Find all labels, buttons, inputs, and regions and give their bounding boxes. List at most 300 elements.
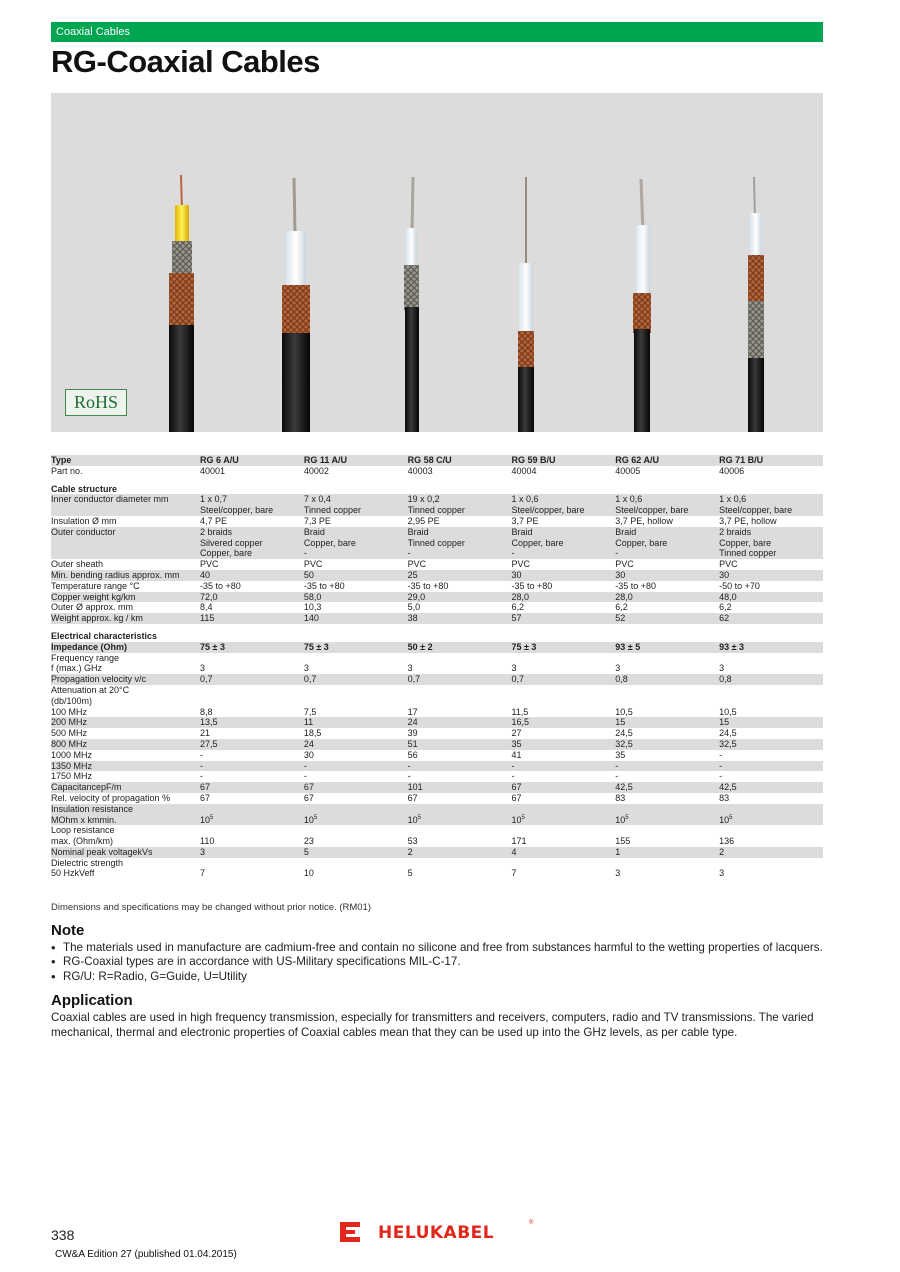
- cell-line: [511, 642, 615, 653]
- cell-value: [511, 592, 615, 603]
- cell-text: 7,5: [303, 706, 317, 717]
- section-title: Cable structure: [51, 483, 118, 494]
- cell-value: [615, 717, 719, 728]
- cell-text: 27,5: [200, 738, 218, 749]
- row-label-line: 800 MHz: [51, 738, 88, 749]
- cell-line: [511, 548, 615, 559]
- cell-text: -: [719, 771, 723, 782]
- cell-value: [511, 466, 615, 477]
- edition-info: CW&A Edition 27 (published 01.04.2015): [55, 1249, 237, 1260]
- cell-line: [200, 782, 304, 793]
- cell-value: [200, 674, 304, 685]
- cell-line: [719, 538, 823, 549]
- table-row: [51, 570, 823, 581]
- cell-text: 93 ± 5: [615, 641, 641, 652]
- cell-line: [200, 717, 304, 728]
- cell-value: [200, 739, 304, 750]
- cell-line: [200, 527, 304, 538]
- row-label: [51, 804, 200, 826]
- cell-line: [615, 494, 719, 505]
- cell-text: 30: [511, 569, 522, 580]
- cell-value: [408, 466, 512, 477]
- cell-value: [200, 581, 304, 592]
- cell-value: [304, 494, 408, 516]
- cell-line: [615, 602, 719, 613]
- cell-text: PVC: [615, 559, 634, 570]
- cell-text: 101: [407, 782, 423, 793]
- cell-value: [408, 793, 512, 804]
- page-title: RG-Coaxial Cables: [51, 44, 320, 79]
- cell-line: [408, 782, 512, 793]
- cell-line: [615, 815, 719, 826]
- cell-value: [408, 685, 512, 717]
- cell-line: [200, 642, 304, 653]
- row-label: [51, 613, 200, 624]
- cell-text: 75 ± 3: [200, 641, 225, 652]
- cell-text: -35 to +80: [407, 580, 449, 591]
- cell-line: [304, 527, 408, 538]
- cell-text: 40002: [303, 465, 329, 476]
- row-label: [51, 728, 200, 739]
- row-label-line: 500 MHz: [51, 728, 88, 739]
- cell-value: [200, 570, 304, 581]
- section-header-bar: [51, 22, 823, 42]
- cell-value: [304, 750, 408, 761]
- cell-value: [408, 592, 512, 603]
- table-row: [51, 494, 823, 516]
- cell-value: [304, 804, 408, 826]
- cell-line: [408, 793, 512, 804]
- cell-line: [304, 750, 408, 761]
- table-row: [51, 825, 823, 847]
- row-label-line: f (max.) GHz: [51, 663, 102, 674]
- cell-line: [511, 663, 615, 674]
- cell-line: [304, 505, 408, 516]
- cell-text: 25: [407, 569, 418, 580]
- cell-text: 10,3: [303, 602, 322, 613]
- cell-text: 115: [200, 613, 215, 624]
- cell-text: 53: [407, 836, 418, 847]
- cell-value: [304, 570, 408, 581]
- cell-line: [304, 868, 408, 879]
- cell-line: [511, 793, 615, 804]
- cell-value: [200, 527, 304, 559]
- row-label-line: Type: [51, 455, 72, 465]
- row-label: [51, 739, 200, 750]
- cell-line: [408, 868, 512, 879]
- cell-line: [615, 793, 719, 804]
- cell-value: [719, 674, 823, 685]
- page-number: 338: [51, 1227, 75, 1243]
- cell-value: [615, 642, 719, 653]
- cell-text: 24: [303, 738, 314, 749]
- cell-line: [200, 793, 304, 804]
- cell-line: [304, 707, 408, 718]
- cell-value: [200, 825, 304, 847]
- cell-text: 29,0: [407, 591, 426, 602]
- cell-line: [200, 707, 304, 718]
- cell-text: Copper, bare: [200, 548, 253, 559]
- table-row: [51, 771, 823, 782]
- cell-value: [304, 847, 408, 858]
- cell-line: [615, 466, 719, 477]
- cell-text: 10,5: [615, 706, 633, 717]
- cell-text: -: [615, 771, 619, 782]
- cell-value: [615, 771, 719, 782]
- cell-line: [200, 505, 304, 516]
- cell-line: [407, 760, 515, 772]
- cell-line: [719, 516, 823, 527]
- table-row: [51, 782, 823, 793]
- cell-text: Copper, bare: [719, 537, 772, 548]
- table-row: [51, 613, 823, 624]
- cell-value: [304, 782, 408, 793]
- cell-value: [407, 760, 515, 772]
- cell-text: -: [615, 760, 619, 771]
- cell-line: [719, 527, 823, 538]
- table-row: [51, 602, 823, 613]
- table-row: [51, 455, 823, 466]
- cell-line: [408, 505, 512, 516]
- cell-value: [304, 581, 408, 592]
- cell-line: [200, 868, 304, 879]
- cell-text: 3,7 PE, hollow: [719, 515, 777, 526]
- cell-text: 50: [303, 569, 314, 580]
- cell-value: [511, 825, 615, 847]
- cell-line: [719, 739, 823, 750]
- cell-value: [615, 570, 719, 581]
- cell-value: [615, 793, 719, 804]
- cell-value: [408, 455, 512, 466]
- row-label: [51, 516, 200, 527]
- row-label-line: Inner conductor diameter mm: [51, 494, 169, 505]
- cell-line: [304, 494, 408, 505]
- cell-line: [511, 527, 615, 538]
- cell-text: Tinned copper: [407, 537, 465, 548]
- cell-value: [304, 466, 408, 477]
- cell-text: 3: [303, 663, 309, 674]
- cell-text: 10: [511, 814, 522, 825]
- cell-line: [511, 466, 615, 477]
- cell-value: [511, 613, 615, 624]
- cell-text: 30: [303, 749, 314, 760]
- cell-line: [615, 836, 719, 847]
- cell-text: -: [303, 760, 307, 771]
- cell-text: Copper, bare: [511, 537, 564, 548]
- cell-line: [407, 771, 515, 782]
- cell-line: [408, 707, 512, 718]
- cell-text: 3: [615, 868, 621, 879]
- note-heading: Note: [51, 922, 85, 939]
- cell-value: [408, 847, 512, 858]
- cell-line: [615, 771, 719, 782]
- cell-text: 40006: [719, 465, 745, 476]
- cell-value: [719, 825, 823, 847]
- row-label-line: Attenuation at 20°C: [51, 684, 130, 695]
- cell-line: [719, 815, 823, 826]
- cell-line: [304, 642, 408, 653]
- cell-value: [200, 685, 304, 717]
- row-label: [51, 771, 200, 782]
- cell-value: [200, 592, 304, 603]
- cell-text: PVC: [200, 559, 219, 570]
- cell-text: 10,5: [719, 706, 737, 717]
- cell-line: [511, 613, 615, 624]
- cell-line: [200, 836, 304, 847]
- row-label-line: (db/100m): [51, 695, 93, 706]
- cell-value: [304, 685, 408, 717]
- cell-value: [719, 516, 823, 527]
- cell-line: [615, 739, 719, 750]
- cell-value: [304, 674, 408, 685]
- row-label-line: Insulation Ø mm: [51, 515, 117, 526]
- cell-value: [615, 858, 719, 880]
- application-text: Coaxial cables are used in high frequency transmission, especially for transmitters and receivers, computers, radio and TV transmissions. The varied mechanical, thermal and electronic properties of Coaxial cables mean that they can be used up into the GHz levels, as per cable type.: [51, 1011, 814, 1039]
- cell-text: 0,7: [407, 674, 421, 685]
- cell-text: 58,0: [303, 591, 322, 602]
- cell-text: 4: [511, 846, 517, 857]
- cell-line: [511, 707, 615, 718]
- cell-value: [304, 642, 408, 653]
- cell-text: 7: [200, 868, 206, 879]
- cell-value: [304, 717, 408, 728]
- cell-line: [200, 455, 304, 466]
- product-photo: [51, 93, 823, 432]
- cell-line: [615, 642, 719, 653]
- cell-line: [719, 466, 823, 477]
- cell-text: -: [615, 548, 619, 559]
- cell-line: [304, 516, 408, 527]
- cell-value: [200, 847, 304, 858]
- cable-rg58: [404, 177, 419, 432]
- cell-text: Braid: [303, 526, 325, 537]
- cell-text: 83: [615, 792, 626, 803]
- cell-text: 28,0: [615, 591, 633, 602]
- cell-line: [408, 527, 512, 538]
- cell-text: 1 x 0,6: [719, 494, 747, 505]
- cell-value: [511, 717, 615, 728]
- cell-text: PVC: [303, 559, 323, 570]
- cell-line: [408, 739, 512, 750]
- cell-text: RG 62 A/U: [615, 455, 659, 465]
- row-label: [51, 793, 200, 804]
- row-label: [51, 466, 200, 477]
- cell-value: [615, 613, 719, 624]
- cell-value: [304, 559, 408, 570]
- cell-value: [511, 750, 615, 761]
- cell-text: 75 ± 3: [511, 641, 537, 652]
- cell-line: [719, 559, 823, 570]
- cell-text: 10: [200, 814, 211, 825]
- cell-line: [408, 581, 512, 592]
- brand-name: HELUKABEL: [378, 1223, 495, 1243]
- cell-line: [200, 847, 304, 858]
- cell-text: 18,5: [303, 728, 322, 739]
- cell-line: [719, 771, 823, 782]
- cell-line: [511, 538, 615, 549]
- cell-line: [304, 466, 408, 477]
- cell-value: [511, 739, 615, 750]
- cell-value: [719, 570, 823, 581]
- cell-text: 10: [719, 814, 730, 825]
- cell-text: 32,5: [719, 738, 737, 749]
- cable-rg59: [518, 177, 534, 432]
- cell-text: PVC: [407, 559, 427, 570]
- cell-line: [511, 868, 615, 879]
- table-row: [51, 685, 823, 717]
- cell-text: Tinned copper: [407, 505, 465, 516]
- cell-line: [719, 642, 823, 653]
- cell-line: [615, 728, 719, 739]
- cell-text: 50 ± 2: [407, 641, 433, 652]
- cell-value: [408, 602, 512, 613]
- cell-text: 67: [200, 792, 211, 803]
- table-row: [51, 559, 823, 570]
- cell-line: [304, 570, 408, 581]
- row-label-line: Outer sheath: [51, 559, 104, 570]
- cell-text: 30: [615, 569, 626, 580]
- cell-value: [408, 570, 512, 581]
- cell-line: [511, 739, 615, 750]
- cell-line: [615, 761, 719, 772]
- cell-line: [719, 674, 823, 685]
- cell-text: -: [200, 749, 204, 760]
- cell-value: [615, 804, 719, 826]
- cell-line: [719, 548, 823, 559]
- cell-text: -: [407, 771, 411, 782]
- cell-value: [304, 602, 408, 613]
- row-label: [51, 653, 200, 675]
- cell-line: [511, 847, 615, 858]
- cell-text: 11: [303, 717, 314, 728]
- cell-text: 5: [303, 846, 309, 857]
- cell-line: [719, 613, 823, 624]
- cell-text: 67: [511, 782, 522, 793]
- helukabel-mark-icon: [340, 1222, 360, 1242]
- cell-value: [719, 602, 823, 613]
- cell-text: 2,95 PE: [407, 515, 440, 526]
- cell-line: [719, 847, 823, 858]
- cell-value: [200, 771, 304, 782]
- cell-line: [719, 592, 823, 603]
- cell-value: [615, 653, 719, 675]
- cell-text: 38: [407, 613, 418, 624]
- cell-text: 1 x 0,6: [511, 494, 539, 505]
- cell-line: [304, 739, 408, 750]
- cell-text: Steel/copper, bare: [200, 505, 274, 516]
- cell-text: PVC: [511, 559, 530, 570]
- cell-text: -: [200, 771, 204, 782]
- row-label: [51, 782, 200, 793]
- cell-text: 15: [719, 717, 730, 728]
- section-title: Electrical characteristics: [51, 630, 158, 641]
- cell-value: [511, 685, 615, 717]
- table-row: [51, 739, 823, 750]
- cell-text: 2: [407, 846, 413, 857]
- cell-text: 3: [200, 846, 206, 857]
- cell-line: [408, 494, 512, 505]
- cell-text: 3: [615, 663, 621, 674]
- cell-value: [719, 728, 823, 739]
- cell-value: [408, 782, 512, 793]
- cell-text: 62: [719, 613, 730, 624]
- row-label-line: CapacitancepF/m: [51, 782, 122, 793]
- cell-line: [511, 559, 615, 570]
- note-item: • RG/U: R=Radio, G=Guide, U=Utility: [51, 970, 841, 984]
- cell-value: [615, 592, 719, 603]
- cell-text: 57: [511, 613, 522, 624]
- table-row: [51, 516, 823, 527]
- cell-text: 24,5: [615, 728, 633, 739]
- cell-text: -35 to +80: [615, 580, 657, 591]
- cell-line: [719, 570, 823, 581]
- cell-line: [511, 836, 615, 847]
- cell-text: 7: [511, 868, 517, 879]
- cell-text: 28,0: [511, 591, 529, 602]
- cell-text: -: [407, 548, 411, 559]
- cell-value: [408, 581, 512, 592]
- cell-text: 21: [200, 728, 211, 739]
- cell-value: [408, 653, 512, 675]
- cell-text: 10: [303, 868, 314, 879]
- cell-text: 19 x 0,2: [407, 494, 440, 505]
- cell-line: [408, 455, 512, 466]
- cell-value: [408, 717, 512, 728]
- cell-value: [615, 455, 719, 466]
- cell-text: 39: [407, 728, 418, 739]
- cell-text: Braid: [407, 526, 429, 537]
- cell-value: [719, 527, 823, 559]
- cell-value: [200, 642, 304, 653]
- cell-line: [304, 847, 408, 858]
- cell-line: [408, 847, 512, 858]
- cell-text: Silvered copper: [200, 537, 263, 548]
- row-label-line: MOhm x kmmin.: [51, 814, 117, 825]
- cell-text: -: [719, 749, 723, 760]
- cell-text: 0,7: [303, 674, 317, 685]
- cell-text: 6,2: [615, 602, 628, 613]
- cell-line: [511, 750, 615, 761]
- cell-value: [304, 592, 408, 603]
- row-label-line: Rel. velocity of propagation %: [51, 792, 171, 803]
- cell-value: [719, 455, 823, 466]
- cell-text: 24: [407, 717, 418, 728]
- exponent: 5: [210, 814, 214, 821]
- cell-text: Steel/copper, bare: [615, 505, 689, 516]
- cell-value: [511, 804, 615, 826]
- cell-text: 42,5: [615, 782, 633, 793]
- cell-value: [511, 674, 615, 685]
- cell-value: [719, 717, 823, 728]
- table-row: [51, 592, 823, 603]
- cell-line: [200, 466, 304, 477]
- cell-text: 67: [303, 782, 314, 793]
- cell-line: [511, 761, 615, 772]
- cell-value: [615, 825, 719, 847]
- cell-value: [511, 858, 615, 880]
- cell-value: [719, 559, 823, 570]
- cell-value: [408, 739, 512, 750]
- cell-text: 17: [407, 706, 418, 717]
- cell-line: [304, 761, 408, 772]
- cell-value: [615, 602, 719, 613]
- cell-value: [304, 825, 408, 847]
- cell-value: [304, 761, 408, 772]
- cell-text: 40004: [511, 465, 537, 476]
- specification-table: [51, 455, 823, 879]
- cell-value: [408, 750, 512, 761]
- cell-line: [615, 847, 719, 858]
